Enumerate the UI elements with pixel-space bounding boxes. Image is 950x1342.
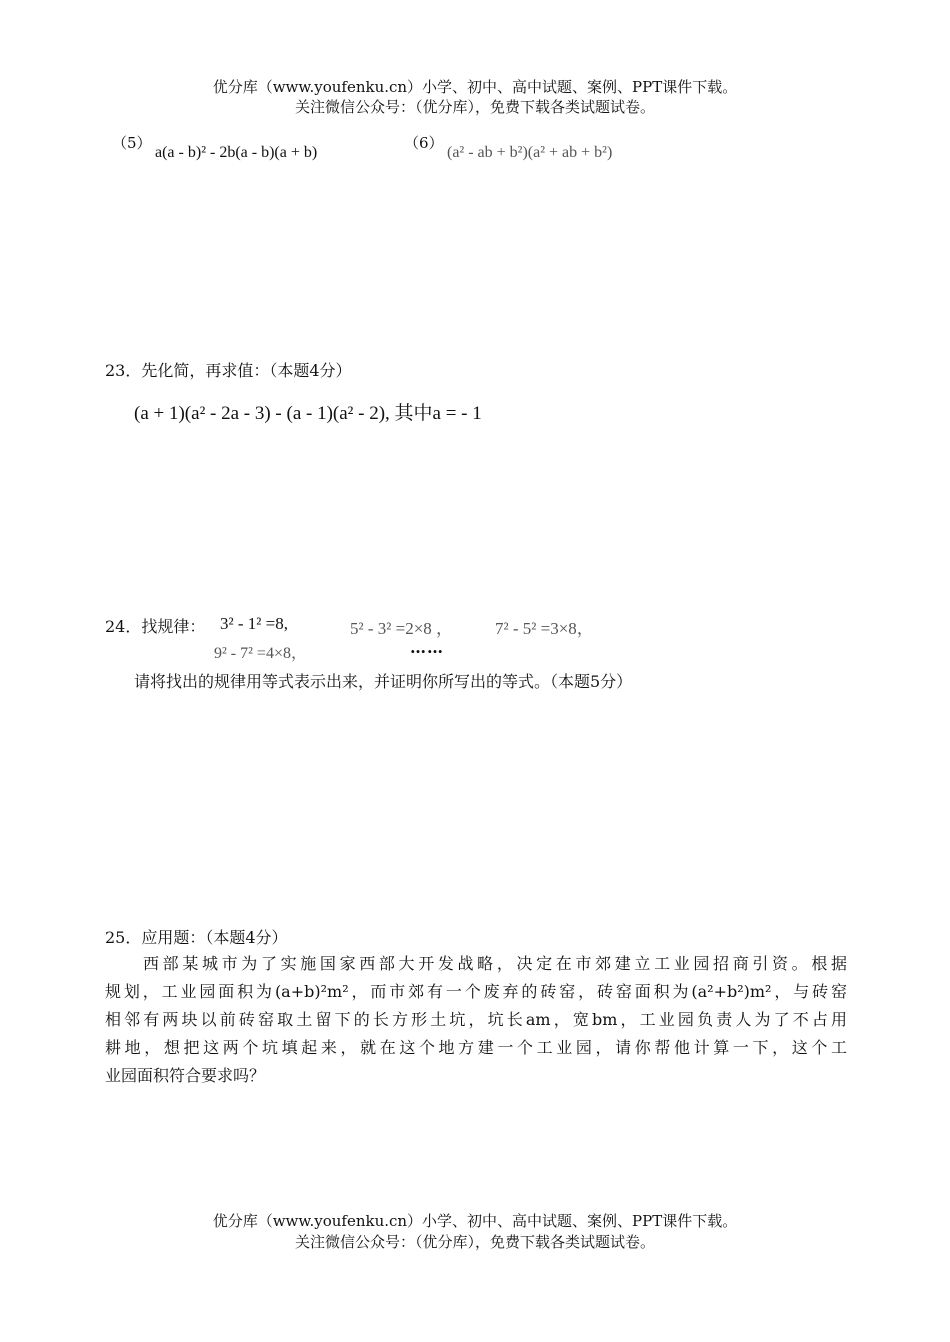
- q25-paragraph: [105, 950, 847, 1090]
- q22-item5-label: （5）: [112, 134, 152, 152]
- q25-line-5: 业园面积符合要求吗？: [105, 1066, 266, 1085]
- header-line-1: 优分库（www.youfenku.cn）小学、初中、高中试题、案例、PPT课件下载。: [212, 78, 738, 96]
- q22-item5-expression: a(a - b)² - 2b(a - b)(a + b): [155, 144, 318, 161]
- q22-item6-expression: (a² - ab + b²)(a² + ab + b²): [447, 144, 613, 161]
- q24-equation-2: 5² - 3² =2×8 ，: [350, 619, 454, 638]
- q25-line-4: 耕地，想把这两个坑填起来，就在这个地方建一个工业园，请你帮他计算一下，这个工: [105, 1038, 847, 1057]
- q25-line-3: 相邻有两块以前砖窑取土留下的长方形土坑，坑长am，宽bm，工业园负责人为了不占用: [105, 1010, 847, 1029]
- q24-equation-1: 3² - 1² =8,: [220, 614, 288, 633]
- q24-equation-3: 7² - 5² =3×8，: [495, 619, 594, 638]
- q22-item6-label: （6）: [404, 134, 444, 152]
- footer-line-2: 关注微信公众号：（优分库），免费下载各类试题试卷。: [294, 1233, 655, 1251]
- q24-equation-4: 9² - 7² =4×8，: [214, 645, 307, 662]
- q24-title: 24．找规律：: [105, 617, 206, 636]
- header-line-2: 关注微信公众号：（优分库），免费下载各类试题试卷。: [294, 98, 655, 116]
- q25-line-2: 规划，工业园面积为(a+b)²m²，而市郊有一个废弃的砖窑，砖窑面积为(a²+b²)m²，与砖窑: [105, 982, 847, 1001]
- q24-ellipsis: ……: [410, 638, 444, 657]
- q25-line-1: 西部某城市为了实施国家西部大开发战略，决定在市郊建立工业园招商引资。根据: [143, 954, 847, 973]
- q23-expression: (a + 1)(a² - 2a - 3) - (a - 1)(a² - 2), 其中a = - 1: [134, 403, 482, 424]
- q23-title: 23．先化简，再求值：（本题4分）: [105, 361, 352, 380]
- q25-title: 25．应用题：（本题4分）: [105, 928, 288, 947]
- footer-line-1: 优分库（www.youfenku.cn）小学、初中、高中试题、案例、PPT课件下载。: [212, 1212, 738, 1230]
- q24-instruction: 请将找出的规律用等式表示出来，并证明你所写出的等式。（本题5分）: [134, 672, 633, 691]
